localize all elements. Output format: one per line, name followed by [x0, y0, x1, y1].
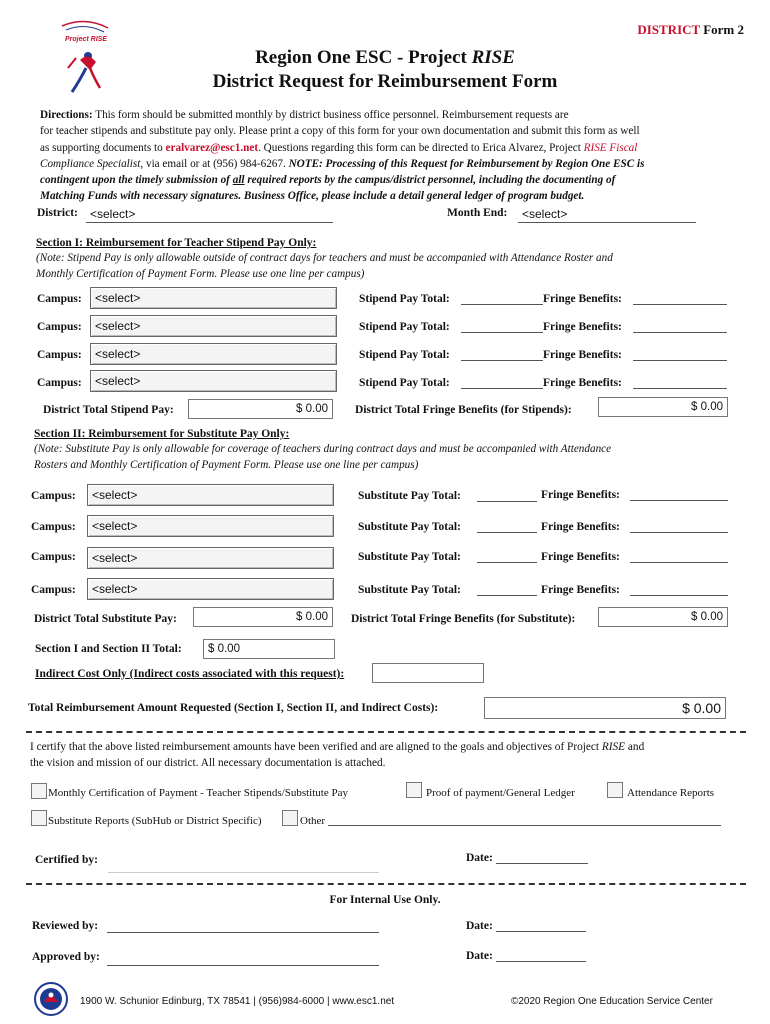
fringe-field[interactable]	[630, 522, 728, 533]
checkbox-substitute-reports[interactable]	[31, 810, 47, 826]
date-label: Date:	[466, 950, 493, 962]
checkbox-label: Monthly Certification of Payment - Teacher Stipends/Substitute Pay	[48, 787, 348, 799]
section1-heading: Section I: Reimbursement for Teacher Stipend Pay Only:	[36, 237, 317, 249]
divider	[26, 731, 746, 733]
certify-text-2: the vision and mission of our district. All necessary documentation is attached.	[30, 757, 386, 769]
checkbox-label: Attendance Reports	[627, 787, 715, 799]
campus-select[interactable]: <select>	[90, 370, 337, 392]
stipend-pay-field[interactable]	[461, 294, 543, 305]
reviewed-by-field[interactable]	[107, 922, 379, 933]
approved-date-field[interactable]	[496, 951, 586, 962]
campus-label: Campus:	[31, 521, 76, 533]
campus-select[interactable]: <select>	[90, 343, 337, 365]
stipend-pay-field[interactable]	[461, 322, 543, 333]
substitute-pay-field[interactable]	[477, 491, 537, 502]
section2-note-2: Rosters and Monthly Certification of Payment Form. Please use one line per campus)	[34, 459, 419, 471]
district-total-fringe-substitute-label: District Total Fringe Benefits (for Substitute):	[351, 613, 576, 625]
district-total-fringe-stipend-label: District Total Fringe Benefits (for Stipends):	[355, 404, 572, 416]
fringe-label: Fringe Benefits:	[541, 551, 620, 563]
substitute-pay-label: Substitute Pay Total:	[358, 551, 461, 563]
campus-select[interactable]: <select>	[90, 315, 337, 337]
certified-by-field[interactable]	[108, 860, 379, 873]
district-total-fringe-substitute-value: $ 0.00	[598, 607, 728, 627]
esc-seal-logo	[34, 982, 68, 1016]
checkbox-monthly-certification[interactable]	[31, 783, 47, 799]
campus-select[interactable]: <select>	[87, 484, 334, 506]
campus-select[interactable]: <select>	[90, 287, 337, 309]
fringe-label: Fringe Benefits:	[543, 321, 622, 333]
campus-select[interactable]: <select>	[87, 547, 334, 569]
substitute-pay-label: Substitute Pay Total:	[358, 521, 461, 533]
fringe-label: Fringe Benefits:	[543, 349, 622, 361]
email-link[interactable]: eralvarez@esc1.net	[165, 141, 259, 154]
district-label: District:	[37, 207, 78, 219]
fringe-field[interactable]	[633, 322, 727, 333]
divider	[26, 883, 746, 885]
section-total-value: $ 0.00	[203, 639, 335, 659]
month-end-label: Month End:	[447, 207, 508, 219]
stipend-pay-label: Stipend Pay Total:	[359, 349, 450, 361]
page-title: Region One ESC - Project RISE	[255, 47, 515, 68]
internal-use-heading: For Internal Use Only.	[329, 894, 441, 906]
checkbox-label: Substitute Reports (SubHub or District Specific)	[48, 815, 262, 827]
section1-note-2: Monthly Certification of Payment Form. Please use one line per campus)	[36, 268, 365, 280]
stipend-pay-label: Stipend Pay Total:	[359, 377, 450, 389]
section2-heading: Section II: Reimbursement for Substitute Pay Only:	[34, 428, 290, 440]
campus-select[interactable]: <select>	[87, 515, 334, 537]
fringe-field[interactable]	[630, 585, 728, 596]
fringe-field[interactable]	[633, 294, 727, 305]
fringe-label: Fringe Benefits:	[543, 293, 622, 305]
certify-text-1: I certify that the above listed reimbursement amounts have been verified and are aligned to the goals and objectives of Project RISE and	[30, 741, 645, 753]
fringe-label: Fringe Benefits:	[541, 489, 620, 501]
fringe-field[interactable]	[633, 378, 727, 389]
district-total-fringe-stipend-value: $ 0.00	[598, 397, 728, 417]
stipend-pay-label: Stipend Pay Total:	[359, 321, 450, 333]
approved-by-label: Approved by:	[32, 951, 100, 963]
fringe-label: Fringe Benefits:	[541, 521, 620, 533]
other-field[interactable]	[328, 815, 721, 826]
section-total-label: Section I and Section II Total:	[35, 643, 182, 655]
indirect-cost-label: Indirect Cost Only (Indirect costs associated with this request):	[35, 668, 345, 680]
approved-by-field[interactable]	[107, 955, 379, 966]
fringe-label: Fringe Benefits:	[541, 584, 620, 596]
certified-date-field[interactable]	[496, 853, 588, 864]
form-number: DISTRICT Form 2	[637, 22, 744, 37]
reviewed-by-label: Reviewed by:	[32, 920, 99, 932]
campus-label: Campus:	[31, 584, 76, 596]
date-label: Date:	[466, 852, 493, 864]
campus-label: Campus:	[31, 490, 76, 502]
district-total-substitute-label: District Total Substitute Pay:	[34, 613, 177, 625]
total-reimbursement-value: $ 0.00	[484, 697, 726, 719]
checkbox-label: Other	[300, 815, 326, 827]
indirect-cost-field[interactable]	[372, 663, 484, 683]
campus-label: Campus:	[37, 349, 82, 361]
district-total-substitute-value: $ 0.00	[193, 607, 333, 627]
fringe-field[interactable]	[633, 350, 727, 361]
logo-text: Project RISE	[65, 36, 108, 43]
district-total-stipend-label: District Total Stipend Pay:	[43, 404, 174, 416]
fringe-field[interactable]	[630, 490, 728, 501]
stipend-pay-field[interactable]	[461, 350, 543, 361]
substitute-pay-label: Substitute Pay Total:	[358, 584, 461, 596]
district-total-stipend-value: $ 0.00	[188, 399, 333, 419]
page-subtitle: District Request for Reimbursement Form	[212, 71, 558, 92]
footer-copyright: ©2020 Region One Education Service Center	[511, 996, 713, 1007]
total-reimbursement-label: Total Reimbursement Amount Requested (Section I, Section II, and Indirect Costs):	[28, 702, 439, 714]
campus-label: Campus:	[37, 293, 82, 305]
fringe-field[interactable]	[630, 552, 728, 563]
section1-note-1: (Note: Stipend Pay is only allowable outside of contract days for teachers and must be accompanied with Attendance Roster and	[36, 252, 613, 264]
checkbox-attendance-reports[interactable]	[607, 782, 623, 798]
footer-address: 1900 W. Schunior Edinburg, TX 78541 | (956)984-6000 | www.esc1.net	[80, 996, 395, 1007]
campus-label: Campus:	[31, 551, 76, 563]
campus-select[interactable]: <select>	[87, 578, 334, 600]
checkbox-label: Proof of payment/General Ledger	[426, 787, 575, 799]
month-end-select[interactable]: <select>	[518, 207, 696, 223]
checkbox-proof-of-payment[interactable]	[406, 782, 422, 798]
section2-note-1: (Note: Substitute Pay is only allowable for coverage of teachers during contract days and must be accompanied with Attendance	[34, 443, 612, 455]
campus-label: Campus:	[37, 377, 82, 389]
campus-label: Campus:	[37, 321, 82, 333]
stipend-pay-field[interactable]	[461, 378, 543, 389]
directions: Directions: This form should be submitted monthly by district business office personnel. Reimbursement requests are for teacher stipends and substitute pay only. Please print a copy of this form for your own documentation and submit this form as well as supporting documents to eralvarez@esc1.net. Questions regarding this form can be directed to Erica Alvarez, Project RISE Fiscal Compliance Specialist, via email or at (956) 984-6267. NOTE: Processing of this Request for Reimbursement by Region One ESC is contingent upon the timely submission of all required reports by the campus/district personnel, including the documenting of Matching Funds with necessary signatures. Business Office, please include a detail general ledger of program budget.	[40, 109, 645, 203]
substitute-pay-label: Substitute Pay Total:	[358, 490, 461, 502]
substitute-pay-field[interactable]	[477, 552, 537, 563]
reviewed-date-field[interactable]	[496, 921, 586, 932]
district-select[interactable]: <select>	[86, 207, 333, 223]
date-label: Date:	[466, 920, 493, 932]
checkbox-other[interactable]	[282, 810, 298, 826]
substitute-pay-field[interactable]	[477, 522, 537, 533]
fringe-label: Fringe Benefits:	[543, 377, 622, 389]
stipend-pay-label: Stipend Pay Total:	[359, 293, 450, 305]
substitute-pay-field[interactable]	[477, 585, 537, 596]
certified-by-label: Certified by:	[35, 854, 98, 866]
